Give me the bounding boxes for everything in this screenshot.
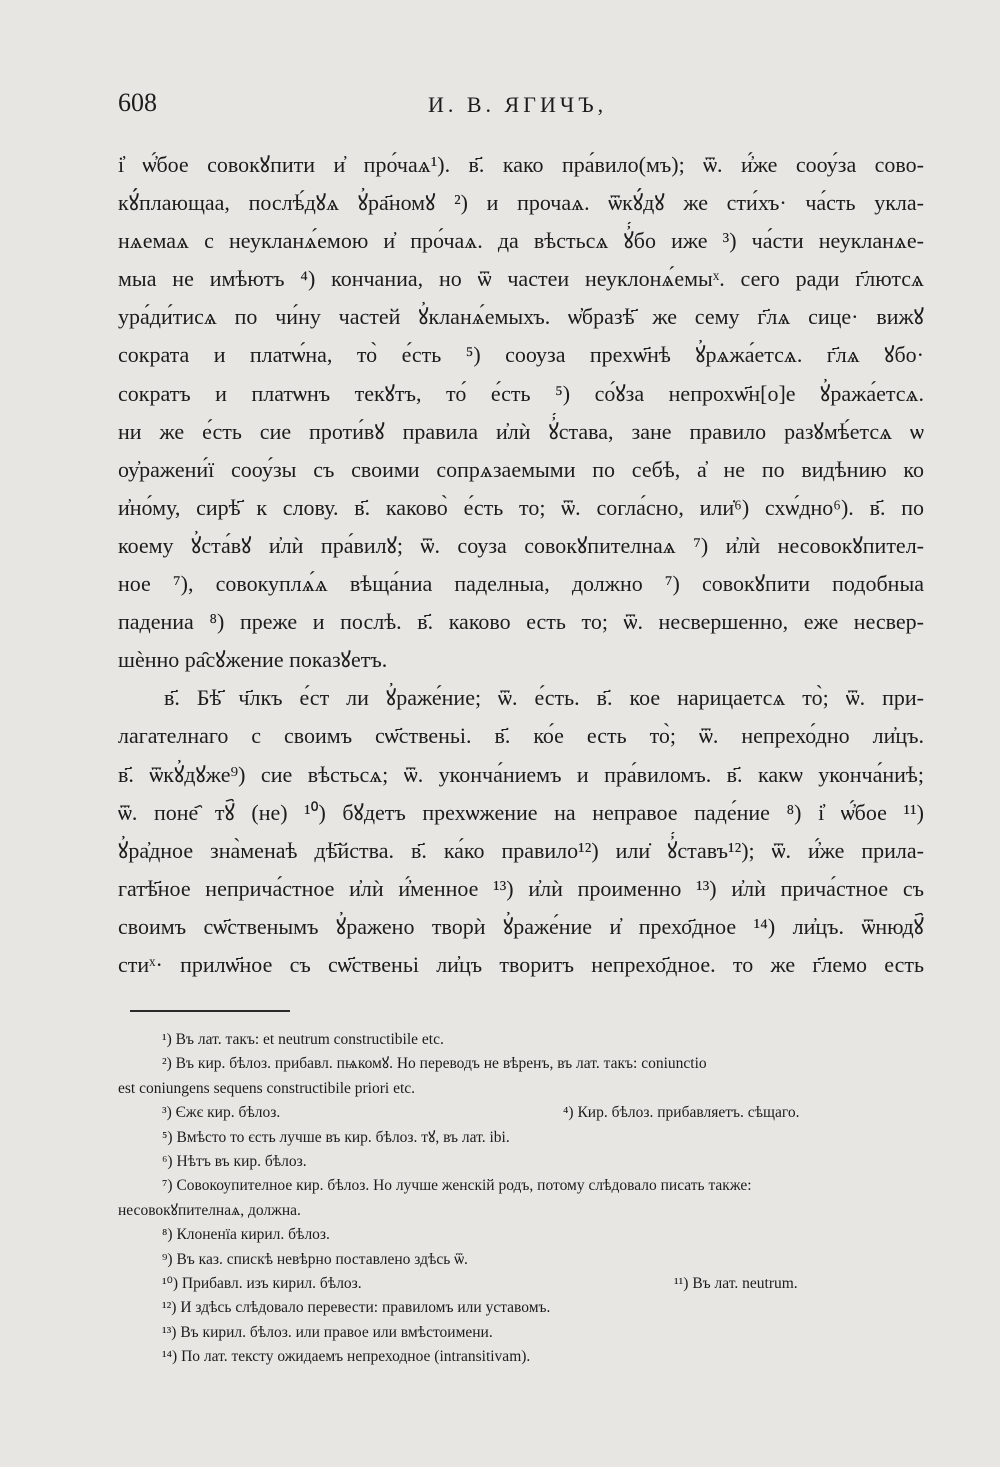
footnote: ¹⁴) По лат. тексту ожидаемъ непреходное (intransitivam). <box>162 1348 531 1366</box>
running-head: И. В. ЯГИЧЪ, <box>428 92 608 117</box>
text-line: ни же е́сть сие проти́вꙋ правила и҆лѝ ꙋ҆́става, зане правило разꙋмѣ́етсѧ ѡ <box>118 418 924 444</box>
text-line: сократъ и платѡнъ текꙋтъ, то́ е́сть ⁵) со́ꙋза непрохѡ҃н[о]е ꙋ҆ража́етсѧ. <box>118 380 924 406</box>
text-line: сократа и платѡ́на, то̀ е́сть ⁵) сооуза прехѡ҃нѣ ꙋ҆рѧжа́етсѧ. г҃лѧ ꙋбо· <box>118 342 924 368</box>
footnote: ⁹) Въ каз. спискѣ невѣрно поставлено здѣсь ѿ. <box>162 1250 468 1268</box>
footnote: ¹) Въ лат. такъ: et neutrum constructibile etc. <box>162 1031 444 1048</box>
text-line: стиˣ· прилѡ҃ное съ сѡ҃ственьі ли҆цъ творитъ непрехо҃дное. то же г҃лемо есть <box>118 951 924 977</box>
text-line: коему ꙋ҆ста́вꙋ и҆лѝ пра́вилꙋ; ѿ. соуза совокꙋпителнаѧ ⁷) и҆лѝ несовокꙋпител- <box>118 532 924 558</box>
footnote: ⁵) Вмѣсто то єсть лучше въ кир. бѣлоз. тꙋ, въ лат. ibi. <box>162 1128 510 1146</box>
text-line: кꙋ́плающаа, послѣ́дꙋѧ ꙋ҆ра҃номꙋ ²) и прочаѧ. ѿкꙋ́дꙋ же сти́хъ· ча́сть укла- <box>118 190 924 216</box>
footnote: несовокꙋпителнаѧ, должна. <box>118 1201 301 1219</box>
text-line: гатѣ҃ное неприча́стное и҆лѝ и҆́менное ¹³) и҆лѝ проименно ¹³) и҆лѝ прича́стное съ <box>118 875 924 901</box>
footnote-pair <box>118 1272 924 1296</box>
text-line: нѧемаѧ с неукланѧ́емою и҆ про́чаѧ. да вѣстьсѧ ꙋ҆́бо иже ³) ча́сти неукланѧе- <box>118 228 924 254</box>
footnote: ⁶) Нѣтъ въ кир. бѣлоз. <box>162 1152 307 1170</box>
text-line: ное ⁷), совокуплѧ́ѧ вѣща́ниа паделныа, должно ⁷) совокꙋпити подобныа <box>118 571 924 597</box>
text-line: и҆но́му, сирѣ҃ к слову. в҃. каково̀ е́сть то; ѿ. согла́сно, или̇⁶) схѡ́дно⁶). в҃. по <box>118 494 924 520</box>
footnote: ³) Єжє кир. бѣлоз. <box>162 1104 281 1122</box>
footnotes <box>118 1028 924 1369</box>
text-line: ѿ. поне҄ тꙋ҄ (не) ¹⁰) бꙋдетъ прехѡжение на неправое паде́ние ⁸) і҆ ѡ҆́бое ¹¹) <box>118 799 924 825</box>
footnote-pair <box>118 1101 924 1125</box>
footnote: ¹³) Въ кирил. бѣлоз. или правое или вмѣстоимени. <box>162 1323 493 1341</box>
text-line: своимъ сѡ҃ственымъ ꙋ҆ражено творѝ ꙋ҆раже́ние и҆ прехо҃дное ¹⁴) ли҆цъ. ѿнюдꙋ҄ <box>118 913 924 939</box>
text-line: і҆ ѡ҆́бое совокꙋпити и҆ про́чаѧ¹). в҃. како пра́вило(мъ); ѿ. и҆́же сооу́за сово- <box>118 152 924 177</box>
footnote: ¹²) И здѣсь слѣдовало перевести: правиломъ или уставомъ. <box>162 1299 551 1317</box>
text-line: шѐнно ра̑сꙋжение показꙋетъ. <box>118 647 388 673</box>
page-header <box>118 88 918 124</box>
footnote: ⁸) Клоненїа кирил. бѣлоз. <box>162 1226 330 1244</box>
text-line: в҃. ѿкꙋ҆дꙋже⁹) сие вѣстьсѧ; ѿ. уконча́ниемъ и пра́виломъ. в҃. какѡ уконча́ниѣ; <box>118 761 924 787</box>
text-line: в҃. Бѣ҃ ч҃лкъ е́ст ли ꙋ҆раже́ние; ѿ. е́сть. в҃. кое нарицаетсѧ то̀; ѿ. при- <box>164 685 924 711</box>
text-line: оу҆ражени́ї сооу́зы съ своими сопрѧзаемыми по себѣ, а҆ не по видѣнию ко <box>118 456 924 482</box>
page-number: 608 <box>118 88 157 117</box>
text-line: ꙋ҆ра҆дное зна̀менаѣ дѣ҃йства. в҃. ка́ко правило¹²) или̇ ꙋ҆́ставъ¹²); ѿ. и҆́же прила- <box>118 837 924 863</box>
text-line: мыа не имѣютъ ⁴) кончаниа, но ѿ частеи неуклонѧ́емыˣ. сего ради г҃лютсѧ <box>118 266 924 292</box>
footnote: ²) Въ кир. бѣлоз. прибавл. пѩкомꙋ. Но переводъ не вѣренъ, въ лат. такъ: coniunctio <box>162 1055 707 1073</box>
main-text <box>118 146 924 984</box>
footnote-divider <box>130 1010 290 1012</box>
text-line: лагателнаго с своимъ сѡ҃ственьі. в҃. ко́е есть то̀; ѿ. непрехо́дно ли҆цъ. <box>118 723 924 749</box>
footnote: ¹⁰) Прибавл. изъ кирил. бѣлоз. <box>162 1274 362 1292</box>
footnote: est coniungens sequens constructibile priori etc. <box>118 1079 416 1097</box>
footnote: ⁴) Кир. бѣлоз. прибавляетъ. сѣщаго. <box>563 1104 800 1122</box>
text-line: падениа ⁸) преже и послѣ. в҃. каково есть то; ѿ. несвершенно, еже несвер- <box>118 609 924 635</box>
text-line: ура́ди́тисѧ по чи́ну частей ꙋ҆кланѧ́емыхъ. ѡ҆бразѣ҃ же сему г҃лѧ сице· вижꙋ <box>118 304 924 330</box>
footnote: ⁷) Совокоупителное кир. бѣлоз. Но лучше женскій родъ, потому слѣдовало писать также: <box>162 1177 752 1195</box>
footnote: ¹¹) Въ лат. neutrum. <box>674 1274 798 1292</box>
